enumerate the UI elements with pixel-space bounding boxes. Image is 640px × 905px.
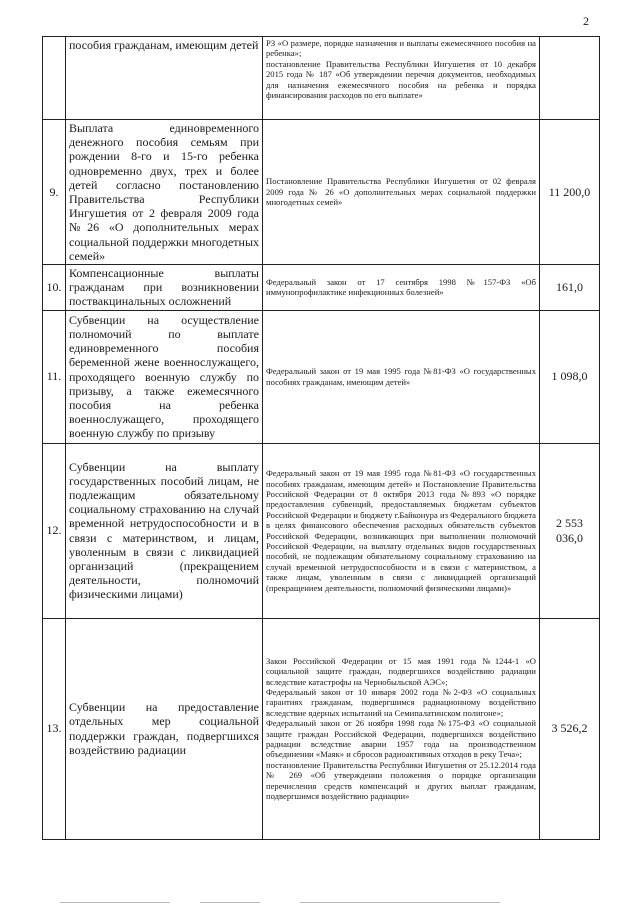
legal-basis-line: Федеральный закон от 26 ноября 1998 года №175-ФЗ «О социальной защите граждан Российской Федерации, подвергшихся воздействию радиации вследствие аварии 1957 года на производственном объединении «Маяк» и сбросов радиоактивных отходов в реку Теча»; <box>266 718 536 760</box>
row-description: Субвенции на предоставление отдельных мер социальной поддержки граждан, подвергшихся воздействию радиации <box>66 618 263 839</box>
table-row <box>43 37 600 120</box>
page-number: 2 <box>583 14 589 28</box>
table-row <box>43 618 600 839</box>
row-number: 12. <box>43 443 66 618</box>
row-description: Выплата единовременного денежного пособия семьям при рождении 8-го и 15-го ребенка одновременно двух, трех и более детей согласно постановлению Правительства Республики Ингушетия от 2 февраля 2009 года №26 «О дополнительных мерах социальной поддержки многодетных семей» <box>66 120 263 265</box>
row-number: 13. <box>43 618 66 839</box>
row-legal-basis <box>263 618 540 839</box>
row-description: пособия гражданам, имеющим детей <box>66 37 263 120</box>
legal-basis-line: РЗ «О размере, порядке назначения и выплаты ежемесячного пособия на ребенка»; <box>266 38 536 59</box>
legal-basis-line: Федеральный закон от 19 мая 1995 года №81-ФЗ «О государственных пособиях гражданам, имеющим детей» <box>266 366 536 387</box>
legal-basis-line: постановление Правительства Республики Ингушетия от 25.12.2014 года № 269 «Об утверждении положения о порядке организации перечисления средств компенсаций и других выплат гражданам, подвергшимся воздействию радиации» <box>266 759 536 802</box>
row-number: 11. <box>43 310 66 443</box>
legal-basis-line: Постановление Правительства Республики Ингушетия от 02 февраля 2009 года № 26 «О дополнительных мерах социальной поддержки многодетных семей» <box>266 176 536 208</box>
row-legal-basis <box>263 443 540 618</box>
table-row <box>43 120 600 265</box>
row-amount <box>540 37 600 120</box>
budget-items-table <box>42 36 600 840</box>
row-amount: 1 098,0 <box>540 310 600 443</box>
scan-artifact-line <box>300 902 500 903</box>
row-description: Субвенции на выплату государственных пособий лицам, не подлежащим обязательному социальному страхованию на случай временной нетрудоспособности и в связи с материнством, и лицам, уволенным в связи с ликвидацией организаций (прекращением деятельности, полномочий физическими лицами) <box>66 443 263 618</box>
row-amount: 3 526,2 <box>540 618 600 839</box>
legal-basis-line: Федеральный закон от 17 сентября 1998 №157-ФЗ «Об иммунопрофилактике инфекционных болезней» <box>266 276 536 298</box>
row-amount: 2 553 036,0 <box>540 443 600 618</box>
row-description: Субвенции на осуществление полномочий по выплате единовременного пособия беременной жене военнослужащего, проходящего военную службу по призыву, а также ежемесячного пособия на ребенка военнослужащего, проходящего военную службу по призыву <box>66 310 263 443</box>
legal-basis-line: Федеральный закон от 19 мая 1995 года №81-ФЗ «О государственных пособиях гражданам, имеющим детей» и Постановление Правительства Российской Федерации от 8 октября 2013 года №893 «О порядке предоставления субвенций, предоставляемых бюджетам субъектов Российской Федерации и бюджету г.Байконура из Федерального бюджета в целях финансового обеспечения расходных обязательств субъектов Российской Федерации, возникающих при выполнении полномочий Российской Федерации, на выплату отдельных видов государственных пособий, не подлежащим обязательному социальному страхованию на случай временной нетрудоспособности и в связи с материнством, а также лицам, уволенным в связи с ликвидацией организаций (прекращением деятельности, полномочий физическими лицами)» <box>266 468 536 593</box>
row-number: 9. <box>43 120 66 265</box>
row-number: 10. <box>43 265 66 311</box>
row-number <box>43 37 66 120</box>
legal-basis-line: постановление Правительства Республики Ингушетия от 10 декабря 2015 года № 187 «Об утверждении перечня документов, необходимых для назначения ежемесячного пособия на ребенка и порядка финансирования расходов по его выплате» <box>266 58 536 101</box>
legal-basis-line: Закон Российской Федерации от 15 мая 1991 года №1244-1 «О социальной защите граждан, подвергшихся воздействию радиации вследствие катастрофы на Чернобыльской АЭС»; <box>266 655 536 687</box>
legal-basis-line: Федеральный закон от 10 января 2002 года №2-ФЗ «О социальных гарантиях гражданам, подвергшимся радиационному воздействию вследствие ядерных испытаний на Семипалатинском полигоне»; <box>266 687 536 718</box>
row-legal-basis <box>263 310 540 443</box>
table-row <box>43 310 600 443</box>
scan-artifact-line <box>60 902 170 903</box>
table-row <box>43 443 600 618</box>
scan-artifact-line <box>200 902 260 903</box>
table-row <box>43 265 600 311</box>
row-amount: 11 200,0 <box>540 120 600 265</box>
row-legal-basis <box>263 37 540 120</box>
row-description: Компенсационные выплаты гражданам при возникновении поствакцинальных осложнений <box>66 265 263 311</box>
row-legal-basis <box>263 265 540 311</box>
row-legal-basis <box>263 120 540 265</box>
row-amount: 161,0 <box>540 265 600 311</box>
